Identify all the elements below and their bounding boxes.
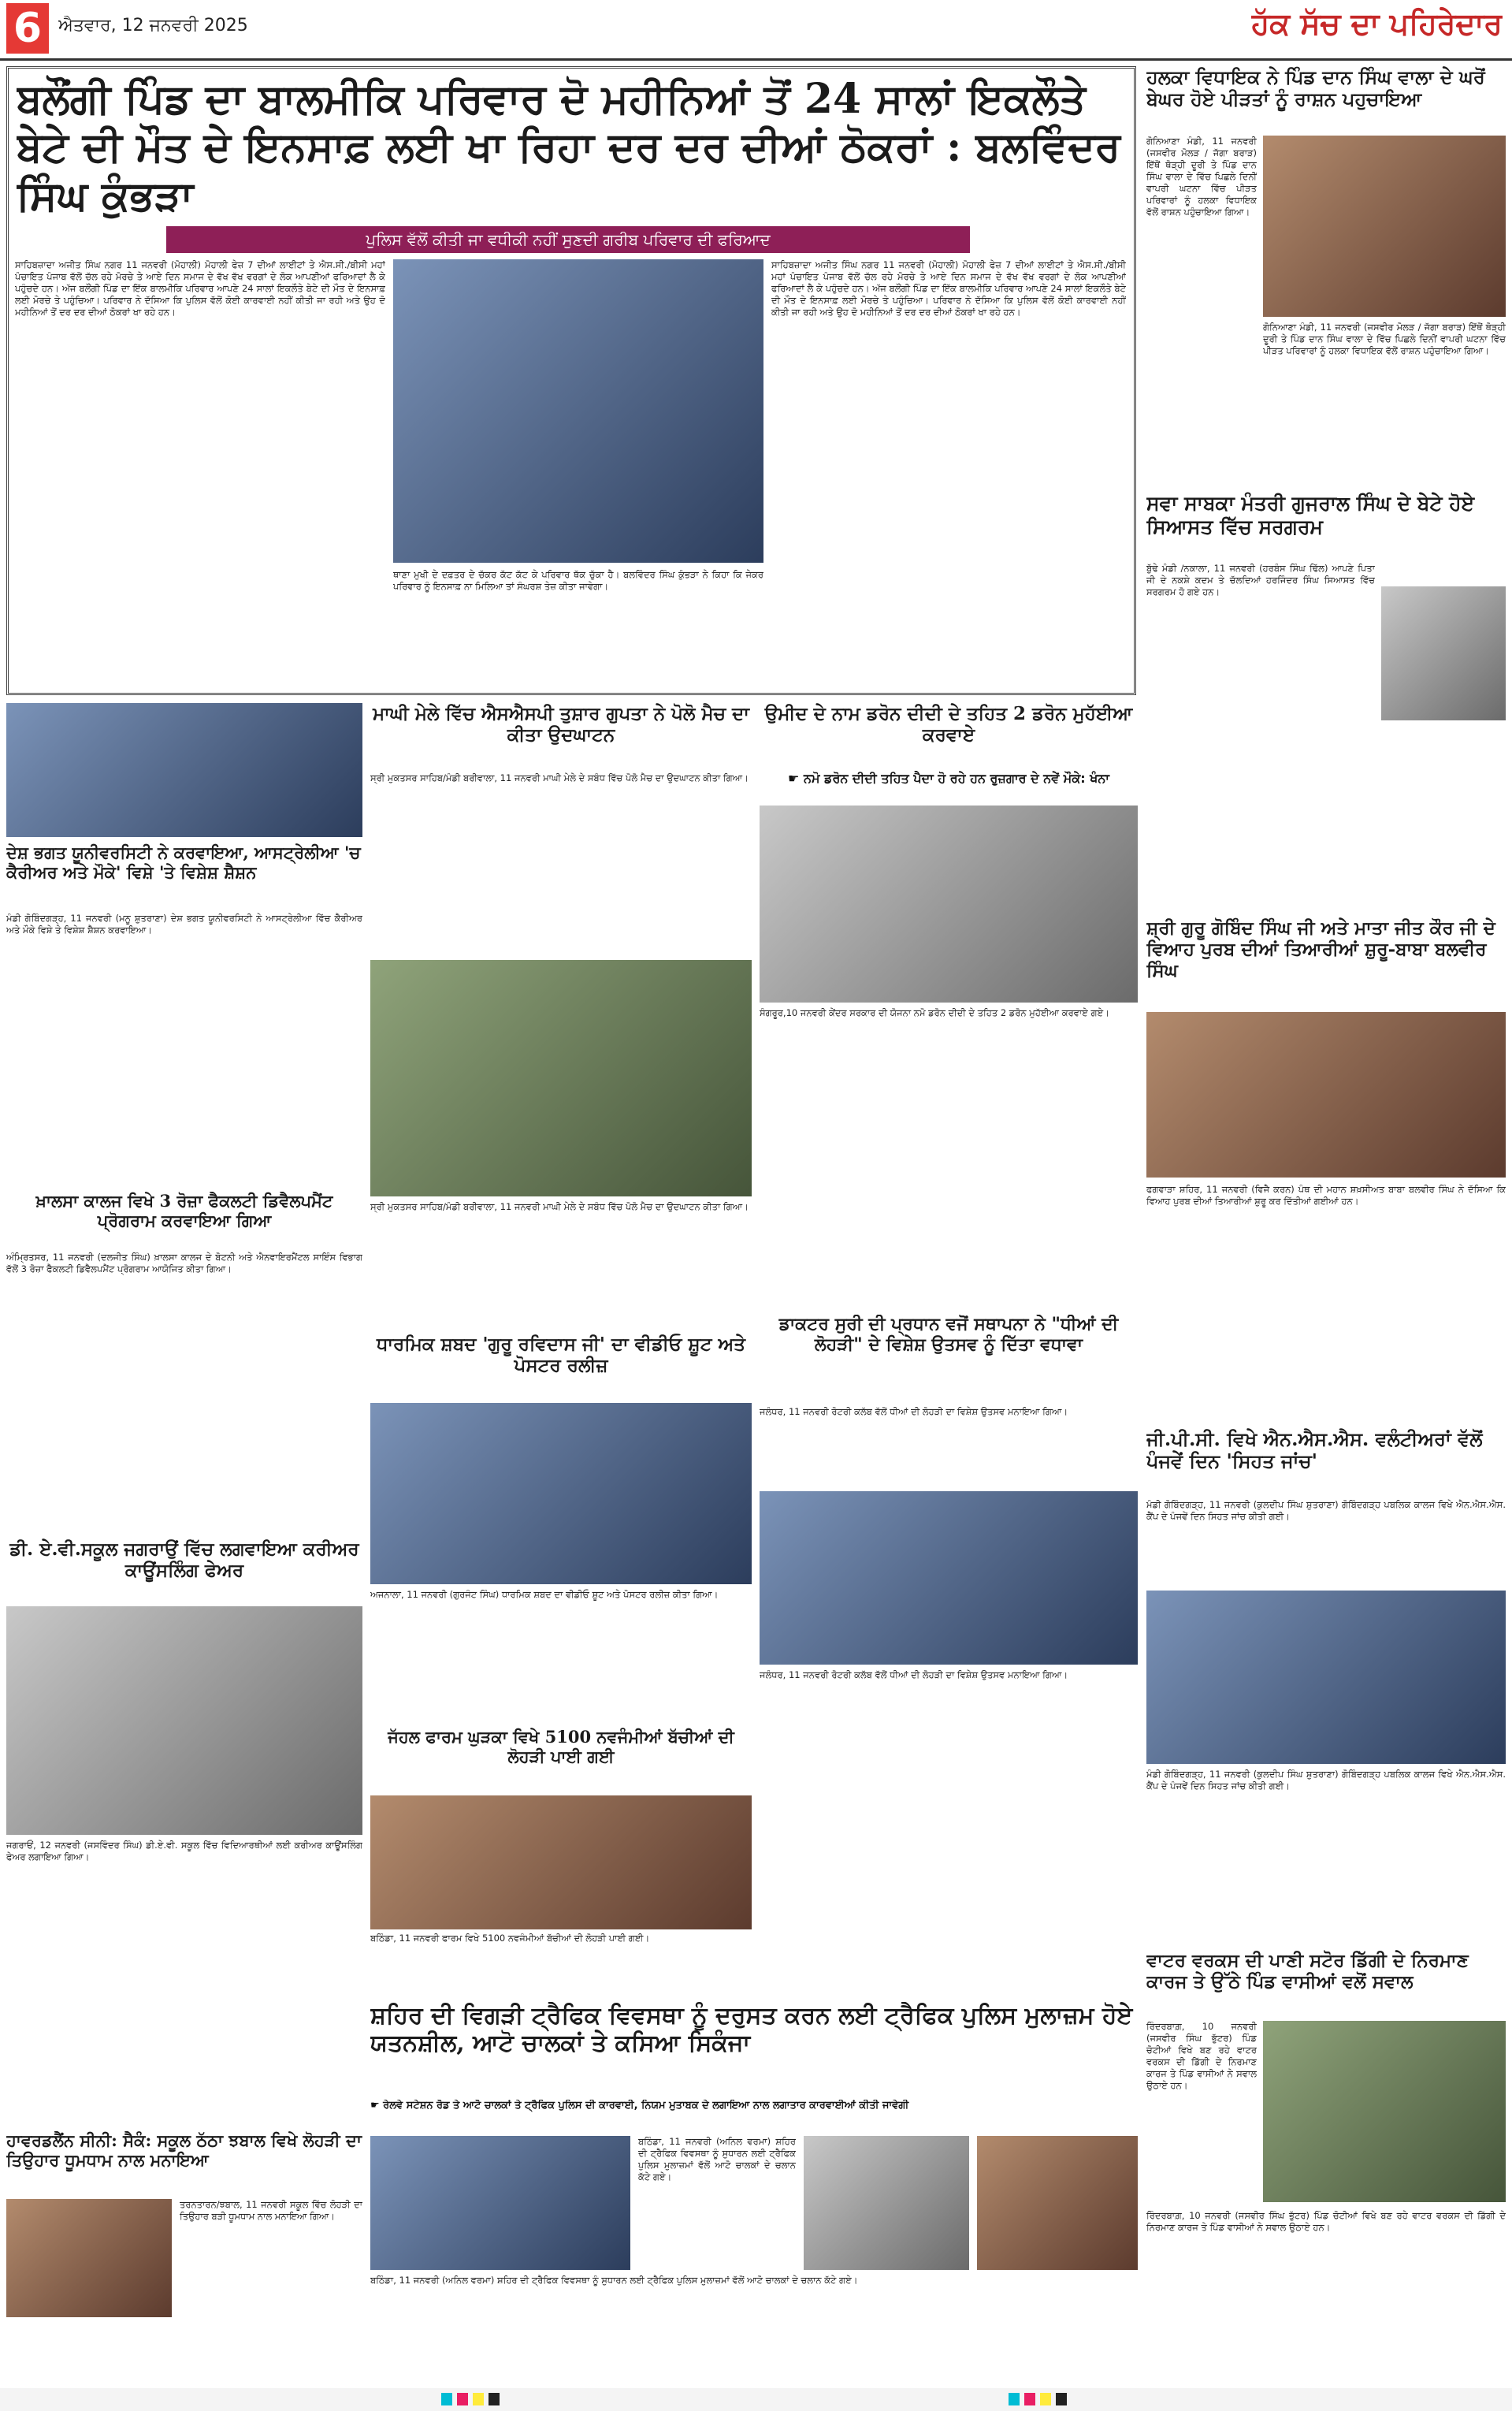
- traffic-photo-2: [804, 2136, 969, 2270]
- gurkha-body: ਬਠਿੰਡਾ, 11 ਜਨਵਰੀ ਫਾਰਮ ਵਿਖੇ 5100 ਨਵਜੰਮੀਆਂ ਬੱਚੀਆਂ ਦੀ ਲੋਹੜੀ ਪਾਈ ਗਈ।: [370, 1933, 650, 1944]
- desh-bhagat-body: ਮੰਡੀ ਗੋਬਿੰਦਗੜ੍ਹ, 11 ਜਨਵਰੀ (ਮਨੂ ਸ਼ੁਤਰਾਣਾ) ਦੇਸ਼ ਭਗਤ ਯੂਨੀਵਰਸਿਟੀ ਨੇ ਆਸਟ੍ਰੇਲੀਆ ਵਿੱਚ ਕੈਰੀਅਰ ਅਤੇ ਮੌਕੇ ਵਿਸ਼ੇ ਤੇ ਵਿਸ਼ੇਸ਼ ਸ਼ੈਸ਼ਨ ਕਰਵਾਇਆ।: [6, 913, 362, 936]
- holyheart-headline: ਹਾਵਰਡਲੈਂਨ ਸੀਨੀ: ਸੈਕੰ: ਸਕੂਲ ਠੱਠਾ ਝਬਾਲ ਵਿਖੇ ਲੋਹੜੀ ਦਾ ਤਿਉਹਾਰ ਧੂਮਧਾਮ ਨਾਲ ਮਨਾਇਆ: [6, 2131, 362, 2170]
- ravidas-body: ਅਜਨਾਲਾ, 11 ਜਨਵਰੀ (ਗੁਰਜੰਟ ਸਿੰਘ) ਧਾਰਮਿਕ ਸ਼ਬਦ ਦਾ ਵੀਡੀਓ ਸ਼ੂਟ ਅਤੇ ਪੋਸਟਰ ਰਲੀਜ਼ ਕੀਤਾ ਗਿਆ।: [370, 1589, 719, 1600]
- print-swatch: [1024, 2393, 1035, 2405]
- traffic-subhead: ☛ ਰੇਲਵੇ ਸਟੇਸ਼ਨ ਰੋਡ ਤੇ ਆਟੋ ਚਾਲਕਾਂ ਤੇ ਟ੍ਰੈਫਿਕ ਪੁਲਿਸ ਦੀ ਕਾਰਵਾਈ, ਨਿਯਮ ਮੁਤਾਬਕ ਦੇ ਲਗਾਇਆ ਨਾਲ ਲਗਾਤਾਰ ਕਾਰਵਾਈਆਂ ਕੀਤੀ ਜਾਵੇਗੀ: [370, 2100, 909, 2111]
- gpc-body: ਮੰਡੀ ਗੋਬਿੰਦਗੜ੍ਹ, 11 ਜਨਵਰੀ (ਕੁਲਦੀਪ ਸਿੰਘ ਸ਼ੁਤਰਾਣਾ) ਗੋਬਿੰਦਗੜ੍ਹ ਪਬਲਿਕ ਕਾਲਜ ਵਿਖੇ ਐਨ.ਐਸ.ਐਸ. ਕੈਂਪ ਦੇ ਪੰਜਵੇਂ ਦਿਨ ਸਿਹਤ ਜਾਂਚ ਕੀਤੀ ਗਈ।: [1146, 1499, 1506, 1522]
- print-swatch: [1040, 2393, 1051, 2405]
- gujral-body: ਬੁੱਢੇ ਮੰਡੀ /ਨਕਾਲਾ, 11 ਜਨਵਰੀ (ਹਰਬੰਸ ਸਿੰਘ ਢਿੱਲ) ਆਪਣੇ ਪਿਤਾ ਜੀ ਦੇ ਨਕਸ਼ੇ ਕਦਮ ਤੇ ਚੱਲਦਿਆਂ ਹਰਜਿੰਦਰ ਸਿੰਘ ਸਿਆਸਤ ਵਿੱਚ ਸਰਗਰਮ ਹੋ ਗਏ ਹਨ।: [1146, 563, 1375, 597]
- middle-left-column: [370, 703, 752, 1724]
- right-top-photo: [1263, 136, 1506, 317]
- drone-body: ਸੰਗਰੂਰ,10 ਜਨਵਰੀ ਕੇਂਦਰ ਸਰਕਾਰ ਦੀ ਯੋਜਨਾ ਨਮੋ ਡਰੋਨ ਦੀਦੀ ਦੇ ਤਹਿਤ 2 ਡਰੋਨ ਮੁਹੱਈਆ ਕਰਵਾਏ ਗਏ।: [760, 1007, 1109, 1018]
- maghi-body2: ਸ੍ਰੀ ਮੁਕਤਸਰ ਸਾਹਿਬ/ਮੰਡੀ ਬਰੀਵਾਲਾ, 11 ਜਨਵਰੀ ਮਾਘੀ ਮੇਲੇ ਦੇ ਸਬੰਧ ਵਿੱਚ ਪੋਲੋ ਮੈਚ ਦਾ ਉਦਘਾਟਨ ਕੀਤਾ ਗਿਆ।: [370, 1201, 749, 1212]
- lohri-dr-headline: ਡਾਕਟਰ ਸੁਰੀ ਦੀ ਪ੍ਰਧਾਨ ਵਜੋਂ ਸਥਾਪਨਾ ਨੇ "ਧੀਆਂ ਦੀ ਲੋਹੜੀ" ਦੇ ਵਿਸ਼ੇਸ਼ ਉਤਸਵ ਨੂੰ ਦਿੱਤਾ ਵਧਾਵਾ: [778, 1315, 1119, 1355]
- ravidas-headline: ਧਾਰਮਿਕ ਸ਼ਬਦ 'ਗੁਰੂ ਰਵਿਦਾਸ ਜੀ' ਦਾ ਵੀਡੀਓ ਸ਼ੂਟ ਅਤੇ ਪੋਸਟਰ ਰਲੀਜ਼: [376, 1334, 745, 1377]
- gpc-body2: ਮੰਡੀ ਗੋਬਿੰਦਗੜ੍ਹ, 11 ਜਨਵਰੀ (ਕੁਲਦੀਪ ਸਿੰਘ ਸ਼ੁਤਰਾਣਾ) ਗੋਬਿੰਦਗੜ੍ਹ ਪਬਲਿਕ ਕਾਲਜ ਵਿਖੇ ਐਨ.ਐਸ.ਐਸ. ਕੈਂਪ ਦੇ ਪੰਜਵੇਂ ਦਿਨ ਸਿਹਤ ਜਾਂਚ ਕੀਤੀ ਗਈ।: [1146, 1769, 1506, 1792]
- desh-bhagat-photo: [6, 703, 362, 837]
- lohri-dr-body2: ਜਲੰਧਰ, 11 ਜਨਵਰੀ ਰੋਟਰੀ ਕਲੱਬ ਵੱਲੋਂ ਧੀਆਂ ਦੀ ਲੋਹੜੀ ਦਾ ਵਿਸ਼ੇਸ਼ ਉਤਸਵ ਮਨਾਇਆ ਗਿਆ।: [760, 1669, 1068, 1680]
- gpc-headline: ਜੀ.ਪੀ.ਸੀ. ਵਿਖੇ ਐਨ.ਐਸ.ਐਸ. ਵਲੰਟੀਅਰਾਂ ਵੱਲੋਂ ਪੰਜਵੇਂ ਦਿਨ 'ਸਿਹਤ ਜਾਂਚ': [1146, 1428, 1483, 1473]
- khalsa-headline: ਖ਼ਾਲਸਾ ਕਾਲਜ ਵਿਖੇ 3 ਰੋਜ਼ਾ ਫੈਕਲਟੀ ਡਿਵੈਲਪਮੈਂਟ ਪ੍ਰੋਗਰਾਮ ਕਰਵਾਇਆ ਗਿਆ: [35, 1192, 333, 1230]
- traffic-body2: ਬਠਿੰਡਾ, 11 ਜਨਵਰੀ (ਅਨਿਲ ਵਰਮਾ) ਸ਼ਹਿਰ ਦੀ ਟ੍ਰੈਫਿਕ ਵਿਵਸਥਾ ਨੂੰ ਸੁਧਾਰਨ ਲਈ ਟ੍ਰੈਫਿਕ ਪੁਲਿਸ ਮੁਲਾਜ਼ਮਾਂ ਵੱਲੋਂ ਆਟੋ ਚਾਲਕਾਂ ਦੇ ਚਲਾਨ ਕੱਟੇ ਗਏ।: [370, 2275, 858, 2286]
- lead-body-col3: ਸਾਹਿਬਜ਼ਾਦਾ ਅਜੀਤ ਸਿੰਘ ਨਗਰ 11 ਜਨਵਰੀ (ਮੋਹਾਲੀ) ਮੋਹਾਲੀ ਫੇਜ਼ 7 ਦੀਆਂ ਲਾਈਟਾਂ ਤੇ ਐਸ.ਸੀ./ਬੀਸੀ ਮਹਾਂ ਪੰਚਾਇਤ ਪੰਜਾਬ ਵੱਲੋਂ ਚੱਲ ਰਹੇ ਮੋਰਚੇ ਤੇ ਆਏ ਦਿਨ ਸਮਾਜ ਦੇ ਵੱਖ ਵੱਖ ਵਰਗਾਂ ਦੇ ਲੋਕ ਆਪਣੀਆਂ ਫਰਿਆਦਾਂ ਲੈ ਕੇ ਪਹੁੰਚਦੇ ਹਨ। ਅੱਜ ਬਲੌਂਗੀ ਪਿੰਡ ਦਾ ਇੱਕ ਬਾਲਮੀਕਿ ਪਰਿਵਾਰ ਆਪਣੇ 24 ਸਾਲਾਂ ਇਕਲੌਤੇ ਬੇਟੇ ਦੀ ਮੌਤ ਦੇ ਇਨਸਾਫ਼ ਲਈ ਮੋਰਚੇ ਤੇ ਪਹੁੰਚਿਆ। ਪਰਿਵਾਰ ਨੇ ਦੱਸਿਆ ਕਿ ਪੁਲਿਸ ਵੱਲੋਂ ਕੋਈ ਕਾਰਵਾਈ ਨਹੀਂ ਕੀਤੀ ਜਾ ਰਹੀ ਅਤੇ ਉਹ ਦੋ ਮਹੀਨਿਆਂ ਤੋਂ ਦਰ ਦਰ ਦੀਆਂ ਠੋਕਰਾਂ ਖਾ ਰਹੇ ਹਨ।: [771, 259, 1126, 318]
- maghi-photo: [370, 960, 752, 1196]
- desh-bhagat-headline: ਦੇਸ਼ ਭਗਤ ਯੂਨੀਵਰਸਿਟੀ ਨੇ ਕਰਵਾਇਆ, ਆਸਟ੍ਰੇਲੀਆ 'ਚ ਕੈਰੀਅਰ ਅਤੇ ਮੌਕੇ' ਵਿਸ਼ੇ 'ਤੇ ਵਿਸ਼ੇਸ਼ ਸ਼ੈਸ਼ਨ: [6, 843, 361, 882]
- lead-kicker: ਪੁਲਿਸ ਵੱਲੋਂ ਕੀਤੀ ਜਾ ਵਧੀਕੀ ਨਹੀਂ ਸੁਣਦੀ ਗਰੀਬ ਪਰਿਵਾਰ ਦੀ ਫਰਿਆਦ: [166, 226, 970, 253]
- print-swatch: [441, 2393, 452, 2405]
- issue-date: ਐਤਵਾਰ, 12 ਜਨਵਰੀ 2025: [58, 16, 248, 35]
- print-swatch: [489, 2393, 500, 2405]
- gurkha-headline: ਜੱਹਲ ਫਾਰਮ ਘੁੜਕਾ ਵਿਖੇ 5100 ਨਵਜੰਮੀਆਂ ਬੱਚੀਆਂ ਦੀ ਲੋਹੜੀ ਪਾਈ ਗਈ: [388, 1728, 734, 1766]
- dav-headline: ਡੀ. ਏ.ਵੀ.ਸਕੂਲ ਜਗਰਾਉਂ ਵਿੱਚ ਲਗਵਾਇਆ ਕਰੀਅਰ ਕਾਊਂਸਲਿੰਗ ਫੇਅਰ: [9, 1539, 359, 1582]
- gujral-portrait: [1381, 586, 1506, 720]
- masthead-rule: [0, 58, 1512, 61]
- middle-right-column: [760, 703, 1138, 1996]
- traffic-photo-3: [977, 2136, 1138, 2270]
- traffic-body: ਬਠਿੰਡਾ, 11 ਜਨਵਰੀ (ਅਨਿਲ ਵਰਮਾ) ਸ਼ਹਿਰ ਦੀ ਟ੍ਰੈਫਿਕ ਵਿਵਸਥਾ ਨੂੰ ਸੁਧਾਰਨ ਲਈ ਟ੍ਰੈਫਿਕ ਪੁਲਿਸ ਮੁਲਾਜ਼ਮਾਂ ਵੱਲੋਂ ਆਟੋ ਚਾਲਕਾਂ ਦੇ ਚਲਾਨ ਕੱਟੇ ਗਏ।: [638, 2136, 796, 2182]
- khalsa-body: ਅੰਮ੍ਰਿਤਸਰ, 11 ਜਨਵਰੀ (ਦਲਜੀਤ ਸਿੰਘ) ਖ਼ਾਲਸਾ ਕਾਲਜ ਦੇ ਬੋਟਨੀ ਅਤੇ ਐਨਵਾਇਰਮੈਂਟਲ ਸਾਇੰਸ ਵਿਭਾਗ ਵੱਲੋਂ 3 ਰੋਜ਼ਾ ਫੈਕਲਟੀ ਡਿਵੈਲਪਮੈਂਟ ਪ੍ਰੋਗਰਾਮ ਆਯੋਜਿਤ ਕੀਤਾ ਗਿਆ।: [6, 1252, 362, 1274]
- ravidas-photo: [370, 1403, 752, 1584]
- holyheart-body: ਤਰਨਤਾਰਨ/ਝਬਾਲ, 11 ਜਨਵਰੀ ਸਕੂਲ ਵਿੱਚ ਲੋਹੜੀ ਦਾ ਤਿਉਹਾਰ ਬੜੀ ਧੂਮਧਾਮ ਨਾਲ ਮਨਾਇਆ ਗਿਆ।: [180, 2199, 362, 2222]
- water-body: ਰਿੰਦਰਬਾਗ਼, 10 ਜਨਵਰੀ (ਜਸਵੀਰ ਸਿੰਘ ਭੁੱਟਰ) ਪਿੰਡ ਚੋਟੀਆਂ ਵਿਖੇ ਬਣ ਰਹੇ ਵਾਟਰ ਵਰਕਸ ਦੀ ਡਿੱਗੀ ਦੇ ਨਿਰਮਾਣ ਕਾਰਜ ਤੇ ਪਿੰਡ ਵਾਸੀਆਂ ਨੇ ਸਵਾਲ ਉਠਾਏ ਹਨ।: [1146, 2021, 1257, 2091]
- drone-subhead: ☛ ਨਮੋ ਡਰੋਨ ਦੀਦੀ ਤਹਿਤ ਪੈਦਾ ਹੋ ਰਹੇ ਹਨ ਰੁਜ਼ਗਾਰ ਦੇ ਨਵੇਂ ਮੌਕੇ: ਖੰਨਾ: [788, 771, 1109, 786]
- newspaper-logo: ਹੱਕ ਸੱਚ ਦਾ ਪਹਿਰੇਦਾਰ: [1250, 6, 1503, 41]
- dav-photo: [6, 1606, 362, 1835]
- drone-headline: ਉਮੀਦ ਦੇ ਨਾਮ ਡਰੋਨ ਦੀਦੀ ਦੇ ਤਹਿਤ 2 ਡਰੋਨ ਮੁਹੱਈਆ ਕਰਵਾਏ: [764, 703, 1133, 746]
- guru-gobind-body: ਫਗਵਾੜਾ ਸ਼ਹਿਰ, 11 ਜਨਵਰੀ (ਵਿਜੈ ਕਰਨ) ਪੰਥ ਦੀ ਮਹਾਨ ਸ਼ਖ਼ਸੀਅਤ ਬਾਬਾ ਬਲਵੀਰ ਸਿੰਘ ਨੇ ਦੱਸਿਆ ਕਿ ਵਿਆਹ ਪੁਰਬ ਦੀਆਂ ਤਿਆਰੀਆਂ ਸ਼ੁਰੂ ਕਰ ਦਿੱਤੀਆਂ ਗਈਆਂ ਹਨ।: [1146, 1184, 1506, 1207]
- lohri-dr-photo: [760, 1491, 1138, 1665]
- right-top-body: ਗੋਨਿਆਣਾ ਮੰਡੀ, 11 ਜਨਵਰੀ (ਜਸਵੀਰ ਮੋਲੜ / ਜੱਗਾ ਬਰਾੜ) ਇੱਥੋਂ ਥੋੜ੍ਹੀ ਦੂਰੀ ਤੇ ਪਿੰਡ ਦਾਨ ਸਿੰਘ ਵਾਲਾ ਦੇ ਵਿੱਚ ਪਿਛਲੇ ਦਿਨੀਂ ਵਾਪਰੀ ਘਟਨਾ ਵਿੱਚ ਪੀੜਤ ਪਰਿਵਾਰਾਂ ਨੂੰ ਹਲਕਾ ਵਿਧਾਇਕ ਵੱਲੋਂ ਰਾਸ਼ਨ ਪਹੁੰਚਾਇਆ ਗਿਆ।: [1146, 136, 1257, 218]
- traffic-story: [370, 2002, 1138, 2383]
- right-top-body2: ਗੋਨਿਆਣਾ ਮੰਡੀ, 11 ਜਨਵਰੀ (ਜਸਵੀਰ ਮੋਲੜ / ਜੱਗਾ ਬਰਾੜ) ਇੱਥੋਂ ਥੋੜ੍ਹੀ ਦੂਰੀ ਤੇ ਪਿੰਡ ਦਾਨ ਸਿੰਘ ਵਾਲਾ ਦੇ ਵਿੱਚ ਪਿਛਲੇ ਦਿਨੀਂ ਵਾਪਰੀ ਘਟਨਾ ਵਿੱਚ ਪੀੜਤ ਪਰਿਵਾਰਾਂ ਨੂੰ ਹਲਕਾ ਵਿਧਾਇਕ ਵੱਲੋਂ ਰਾਸ਼ਨ ਪਹੁੰਚਾਇਆ ਗਿਆ।: [1263, 322, 1506, 356]
- right-column: [1146, 66, 1506, 2383]
- drone-photo: [760, 806, 1138, 1003]
- water-headline: ਵਾਟਰ ਵਰਕਸ ਦੀ ਪਾਣੀ ਸਟੋਰ ਡਿੱਗੀ ਦੇ ਨਿਰਮਾਣ ਕਾਰਜ ਤੇ ਉੱਠੇ ਪਿੰਡ ਵਾਸੀਆਂ ਵਲੋਂ ਸਵਾਲ: [1146, 1950, 1469, 1993]
- maghi-body: ਸ੍ਰੀ ਮੁਕਤਸਰ ਸਾਹਿਬ/ਮੰਡੀ ਬਰੀਵਾਲਾ, 11 ਜਨਵਰੀ ਮਾਘੀ ਮੇਲੇ ਦੇ ਸਬੰਧ ਵਿੱਚ ਪੋਲੋ ਮੈਚ ਦਾ ਉਦਘਾਟਨ ਕੀਤਾ ਗਿਆ।: [370, 772, 749, 783]
- holyheart-photo: [6, 2199, 172, 2317]
- traffic-headline: ਸ਼ਹਿਰ ਦੀ ਵਿਗੜੀ ਟ੍ਰੈਫਿਕ ਵਿਵਸਥਾ ਨੂੰ ਦਰੁਸਤ ਕਰਨ ਲਈ ਟ੍ਰੈਫਿਕ ਪੁਲਿਸ ਮੁਲਾਜ਼ਮ ਹੋਏ ਯਤਨਸ਼ੀਲ, ਆਟੋ ਚਾਲਕਾਂ ਤੇ ਕਸਿਆ ਸਿਕੰਜਾ: [370, 2002, 1133, 2058]
- gurkha-photo: [370, 1795, 752, 1929]
- page-number: 6: [6, 3, 49, 54]
- water-photo: [1263, 2021, 1506, 2202]
- traffic-photo-1: [370, 2136, 630, 2270]
- lohri-dr-body: ਜਲੰਧਰ, 11 ਜਨਵਰੀ ਰੋਟਰੀ ਕਲੱਬ ਵੱਲੋਂ ਧੀਆਂ ਦੀ ਲੋਹੜੀ ਦਾ ਵਿਸ਼ੇਸ਼ ਉਤਸਵ ਮਨਾਇਆ ਗਿਆ।: [760, 1406, 1068, 1417]
- maghi-headline: ਮਾਘੀ ਮੇਲੇ ਵਿੱਚ ਐਸਐਸਪੀ ਤੁਸ਼ਾਰ ਗੁਪਤਾ ਨੇ ਪੋਲੋ ਮੈਚ ਦਾ ਕੀਤਾ ਉਦਘਾਟਨ: [373, 703, 749, 746]
- print-swatch: [457, 2393, 468, 2405]
- lead-body: ਸਾਹਿਬਜ਼ਾਦਾ ਅਜੀਤ ਸਿੰਘ ਨਗਰ 11 ਜਨਵਰੀ (ਮੋਹਾਲੀ) ਮੋਹਾਲੀ ਫੇਜ਼ 7 ਦੀਆਂ ਲਾਈਟਾਂ ਤੇ ਐਸ.ਸੀ./ਬੀਸੀ ਮਹਾਂ ਪੰਚਾਇਤ ਪੰਜਾਬ ਵੱਲੋਂ ਚੱਲ ਰਹੇ ਮੋਰਚੇ ਤੇ ਆਏ ਦਿਨ ਸਮਾਜ ਦੇ ਵੱਖ ਵੱਖ ਵਰਗਾਂ ਦੇ ਲੋਕ ਆਪਣੀਆਂ ਫਰਿਆਦਾਂ ਲੈ ਕੇ ਪਹੁੰਚਦੇ ਹਨ। ਅੱਜ ਬਲੌਂਗੀ ਪਿੰਡ ਦਾ ਇੱਕ ਬਾਲਮੀਕਿ ਪਰਿਵਾਰ ਆਪਣੇ 24 ਸਾਲਾਂ ਇਕਲੌਤੇ ਬੇਟੇ ਦੀ ਮੌਤ ਦੇ ਇਨਸਾਫ਼ ਲਈ ਮੋਰਚੇ ਤੇ ਪਹੁੰਚਿਆ। ਪਰਿਵਾਰ ਨੇ ਦੱਸਿਆ ਕਿ ਪੁਲਿਸ ਵੱਲੋਂ ਕੋਈ ਕਾਰਵਾਈ ਨਹੀਂ ਕੀਤੀ ਜਾ ਰਹੀ ਅਤੇ ਉਹ ਦੋ ਮਹੀਨਿਆਂ ਤੋਂ ਦਰ ਦਰ ਦੀਆਂ ਠੋਕਰਾਂ ਖਾ ਰਹੇ ਹਨ।: [15, 259, 385, 318]
- print-swatch: [473, 2393, 484, 2405]
- guru-gobind-photo: [1146, 1012, 1506, 1178]
- lead-photo: [393, 259, 763, 563]
- lead-story: [6, 66, 1136, 695]
- print-swatch: [1056, 2393, 1067, 2405]
- water-body2: ਰਿੰਦਰਬਾਗ਼, 10 ਜਨਵਰੀ (ਜਸਵੀਰ ਸਿੰਘ ਭੁੱਟਰ) ਪਿੰਡ ਚੋਟੀਆਂ ਵਿਖੇ ਬਣ ਰਹੇ ਵਾਟਰ ਵਰਕਸ ਦੀ ਡਿੱਗੀ ਦੇ ਨਿਰਮਾਣ ਕਾਰਜ ਤੇ ਪਿੰਡ ਵਾਸੀਆਂ ਨੇ ਸਵਾਲ ਉਠਾਏ ਹਨ।: [1146, 2210, 1506, 2233]
- left-column: [6, 703, 362, 2383]
- gpc-photo: [1146, 1591, 1506, 1764]
- footer-bar: [0, 2388, 1512, 2411]
- right-top-headline: ਹਲਕਾ ਵਿਧਾਇਕ ਨੇ ਪਿੰਡ ਦਾਨ ਸਿੰਘ ਵਾਲਾ ਦੇ ਘਰੋਂ ਬੇਘਰ ਹੋਏ ਪੀੜਤਾਂ ਨੂੰ ਰਾਸ਼ਨ ਪਹੁਚਾਇਆ: [1146, 66, 1485, 111]
- dav-body: ਜਗਰਾਓਂ, 12 ਜਨਵਰੀ (ਜਸਵਿੰਦਰ ਸਿੰਘ) ਡੀ.ਏ.ਵੀ. ਸਕੂਲ ਵਿੱਚ ਵਿਦਿਆਰਥੀਆਂ ਲਈ ਕਰੀਅਰ ਕਾਊਂਸਲਿੰਗ ਫੇਅਰ ਲਗਾਇਆ ਗਿਆ।: [6, 1840, 362, 1862]
- lead-body-cont: ਥਾਣਾ ਮੁਖੀ ਦੇ ਦਫ਼ਤਰ ਦੇ ਚੱਕਰ ਕੱਟ ਕੱਟ ਕੇ ਪਰਿਵਾਰ ਥੱਕ ਚੁੱਕਾ ਹੈ। ਬਲਵਿੰਦਰ ਸਿੰਘ ਕੁੰਭੜਾ ਨੇ ਕਿਹਾ ਕਿ ਜੇਕਰ ਪਰਿਵਾਰ ਨੂੰ ਇਨਸਾਫ਼ ਨਾ ਮਿਲਿਆ ਤਾਂ ਸੰਘਰਸ਼ ਤੇਜ਼ ਕੀਤਾ ਜਾਵੇਗਾ।: [393, 569, 763, 592]
- guru-gobind-headline: ਸ਼੍ਰੀ ਗੁਰੂ ਗੋਬਿੰਦ ਸਿੰਘ ਜੀ ਅਤੇ ਮਾਤਾ ਜੀਤ ਕੌਰ ਜੀ ਦੇ ਵਿਆਹ ਪੁਰਬ ਦੀਆਂ ਤਿਆਰੀਆਂ ਸ਼ੁਰੂ-ਬਾਬਾ ਬਲਵੀਰ ਸਿੰਘ: [1146, 917, 1495, 982]
- lead-headline: ਬਲੌਂਗੀ ਪਿੰਡ ਦਾ ਬਾਲਮੀਕਿ ਪਰਿਵਾਰ ਦੋ ਮਹੀਨਿਆਂ ਤੋਂ 24 ਸਾਲਾਂ ਇਕਲੌਤੇ ਬੇਟੇ ਦੀ ਮੌਤ ਦੇ ਇਨਸਾਫ਼ ਲਈ ਖਾ ਰਿਹਾ ਦਰ ਦਰ ਦੀਆਂ ਠੋਕਰਾਂ : ਬਲਵਿੰਦਰ ਸਿੰਘ ਕੁੰਭੜਾ: [17, 75, 1120, 220]
- gujral-headline: ਸਵਾ ਸਾਬਕਾ ਮੰਤਰੀ ਗੁਜਰਾਲ ਸਿੰਘ ਦੇ ਬੇਟੇ ਹੋਏ ਸਿਆਸਤ ਵਿੱਚ ਸਰਗਰਮ: [1146, 492, 1475, 538]
- print-swatch: [1009, 2393, 1020, 2405]
